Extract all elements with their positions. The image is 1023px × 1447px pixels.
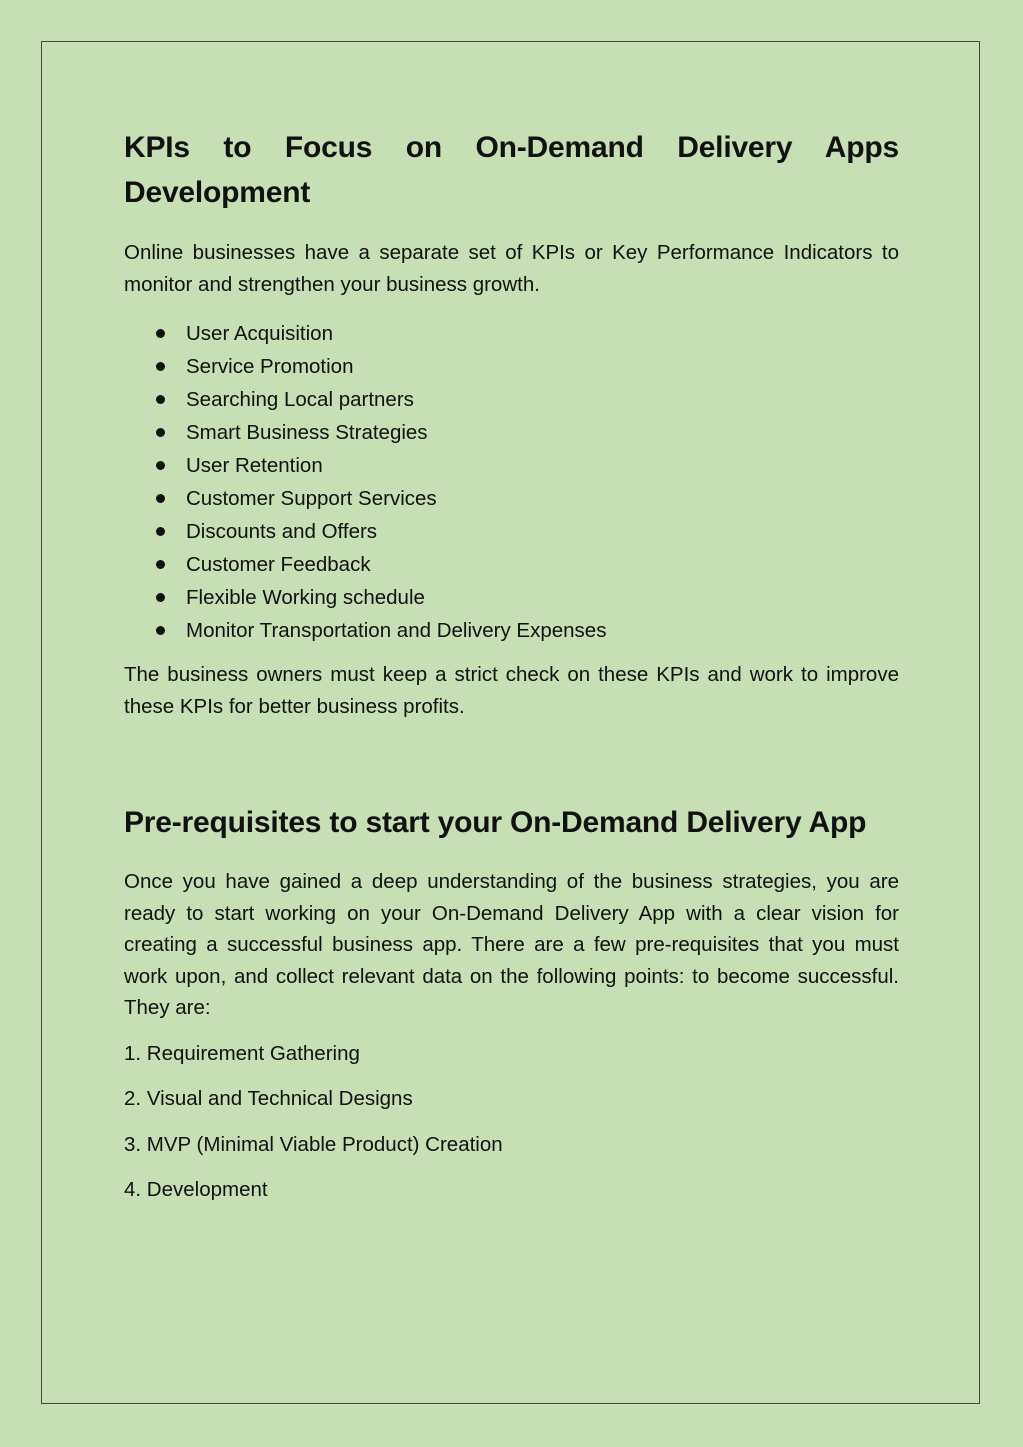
bullet-icon	[156, 395, 165, 404]
bullet-icon	[156, 461, 165, 470]
kpi-list-item	[186, 317, 899, 350]
bullet-icon	[156, 560, 165, 569]
bullet-icon	[156, 593, 165, 602]
kpi-list-item	[186, 350, 899, 383]
kpi-list-item	[186, 482, 899, 515]
kpi-closing-paragraph: The business owners must keep a strict check on these KPIs and work to improve these KPIs for better business profits.	[124, 663, 899, 718]
kpi-list-item	[186, 614, 899, 647]
kpi-intro-paragraph: Online businesses have a separate set of KPIs or Key Performance Indicators to monitor and strengthen your business growth.	[124, 241, 899, 296]
kpi-list-item	[186, 416, 899, 449]
prerequisites-intro-paragraph: Once you have gained a deep understanding of the business strategies, you are ready to start working on your On-Demand Delivery App with a clear vision for creating a successful business app. There are a few pre-requisites that you must work upon, and collect relevant data on the following points: to become successful. They are:	[124, 870, 899, 1019]
prerequisite-step: 1. Requirement Gathering	[124, 1041, 360, 1065]
kpi-label: Customer Support Services	[186, 487, 437, 510]
document-content	[124, 125, 899, 1205]
kpi-label: User Acquisition	[186, 322, 333, 345]
prerequisite-step: 2. Visual and Technical Designs	[124, 1087, 413, 1110]
kpi-label: Service Promotion	[186, 355, 354, 378]
kpi-list-item	[186, 383, 899, 416]
kpi-list-item	[186, 515, 899, 548]
prerequisite-step: 3. MVP (Minimal Viable Product) Creation	[124, 1132, 503, 1156]
kpi-list	[124, 317, 899, 647]
kpi-label: Monitor Transportation and Delivery Expenses	[186, 619, 607, 642]
kpi-section-title	[124, 125, 899, 215]
kpi-section-title-line2: Development	[124, 176, 311, 209]
bullet-icon	[156, 527, 165, 536]
bullet-icon	[156, 494, 165, 503]
kpi-label: Discounts and Offers	[186, 520, 378, 543]
kpi-label: Smart Business Strategies	[186, 421, 428, 444]
bullet-icon	[156, 428, 165, 437]
kpi-list-item	[186, 548, 899, 581]
prerequisites-section-title: Pre-requisites to start your On-Demand Delivery App	[124, 806, 867, 839]
kpi-label: User Retention	[186, 454, 323, 477]
kpi-list-item	[186, 449, 899, 482]
kpi-label: Flexible Working schedule	[186, 586, 425, 609]
kpi-section-title-line1: KPIs to Focus on On-Demand Delivery Apps	[124, 131, 899, 164]
prerequisite-step: 4. Development	[124, 1178, 268, 1201]
bullet-icon	[156, 329, 165, 338]
kpi-list-item	[186, 581, 899, 614]
bullet-icon	[156, 626, 165, 635]
kpi-label: Customer Feedback	[186, 553, 371, 576]
bullet-icon	[156, 362, 165, 371]
kpi-label: Searching Local partners	[186, 388, 414, 411]
